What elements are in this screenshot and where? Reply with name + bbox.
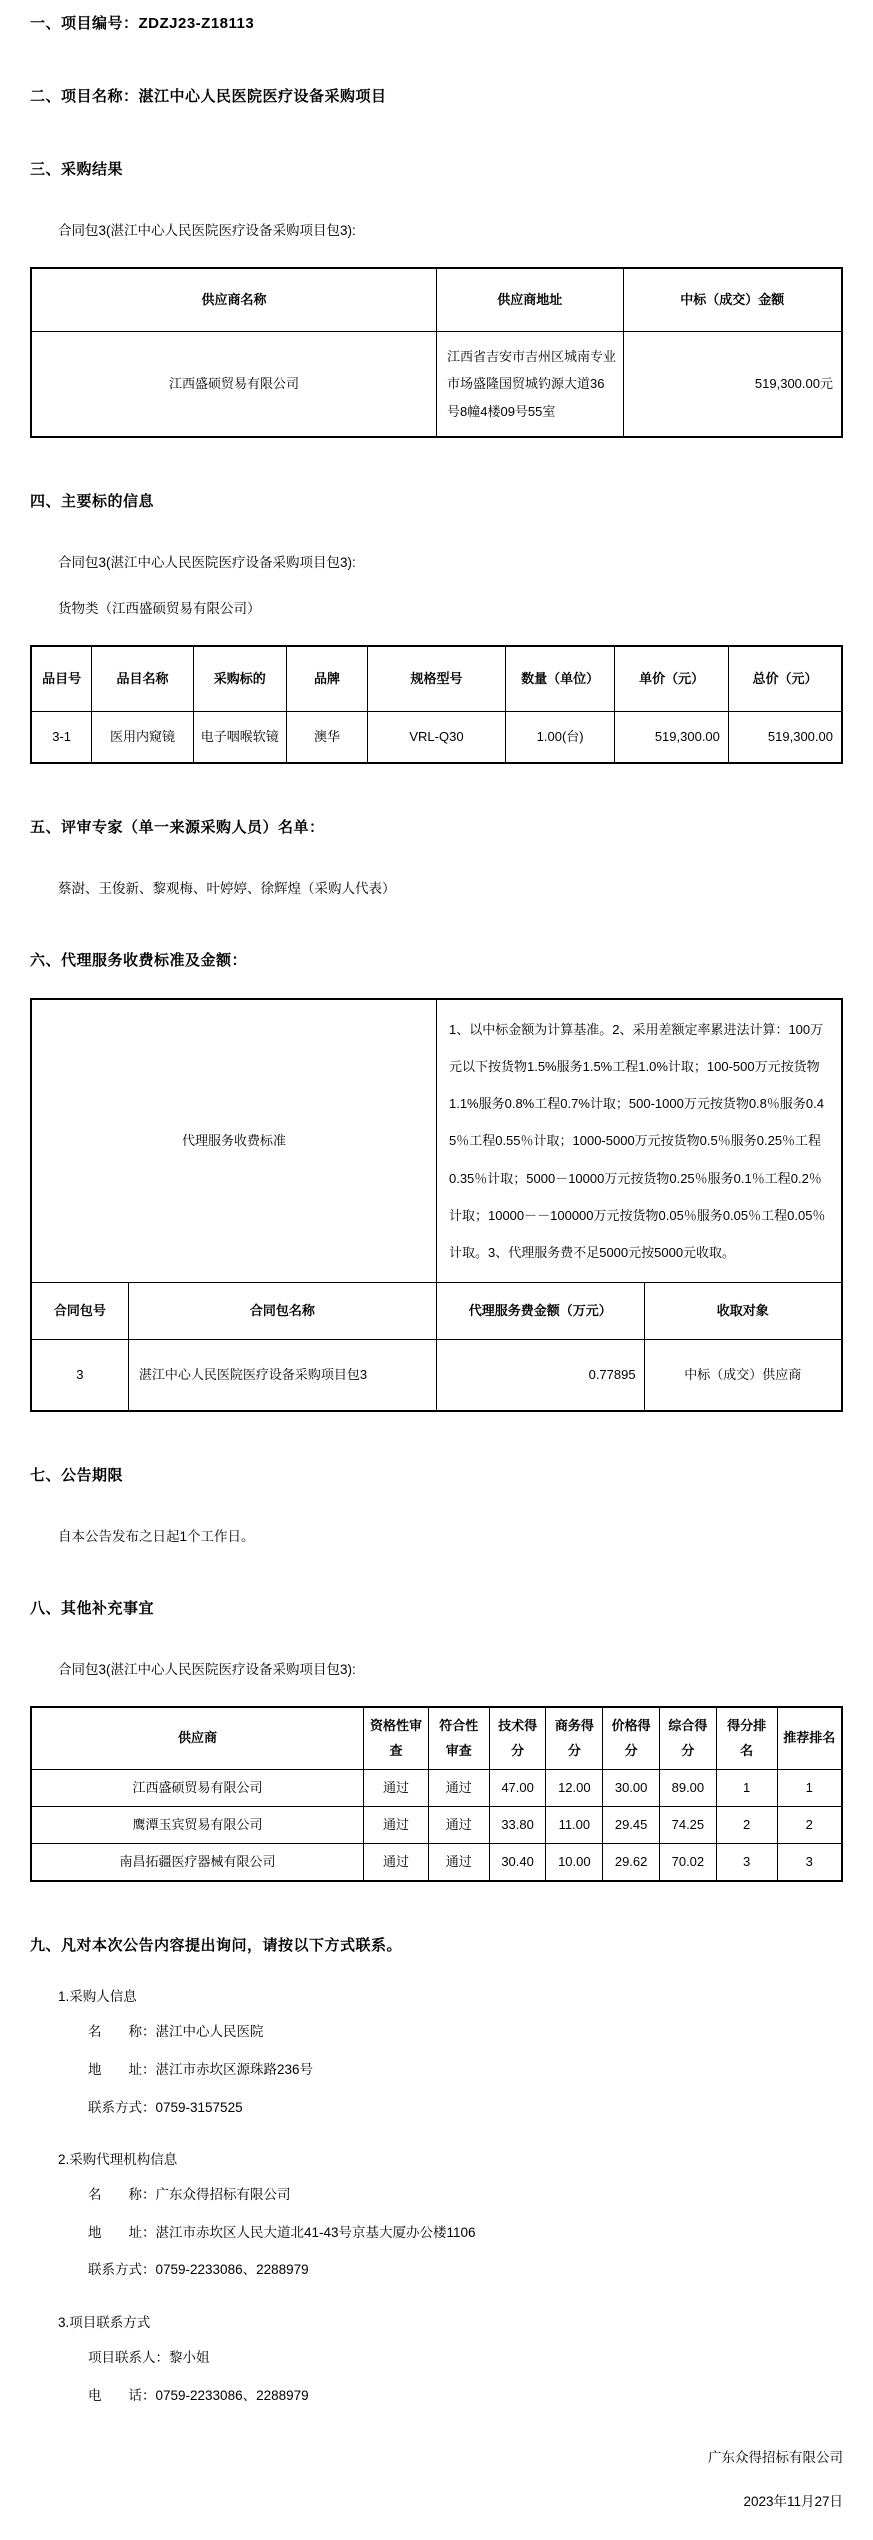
procurement-result-heading: 三、采购结果 <box>30 161 124 178</box>
total-score-cell: 89.00 <box>660 1770 717 1807</box>
supplier-name-cell: 江西盛硕贸易有限公司 <box>31 332 437 438</box>
notice-period-text: 自本公告发布之日起1个工作日。 <box>58 1529 255 1544</box>
column-header: 符合性审查 <box>428 1707 489 1770</box>
tech-score-cell: 30.40 <box>489 1844 546 1882</box>
price-score-cell: 30.00 <box>603 1770 660 1807</box>
procurement-target-cell: 电子咽喉软镜 <box>193 712 286 764</box>
package-name-cell: 湛江中心人民医院医疗设备采购项目包3 <box>128 1340 436 1412</box>
table-row <box>31 712 842 764</box>
supplement-heading: 八、其他补充事宜 <box>30 1600 155 1617</box>
column-header: 合同包名称 <box>128 1283 436 1340</box>
agency-fee-table <box>30 998 843 1412</box>
column-header: 综合得分 <box>660 1707 717 1770</box>
footer-date: 2023年11月27日 <box>743 2494 843 2510</box>
qualification-cell: 通过 <box>364 1807 429 1844</box>
procurement-result-table <box>30 267 843 438</box>
agency-name: 名 称：广东众得招标有限公司 <box>88 2187 291 2203</box>
unit-price-cell: 519,300.00 <box>615 712 729 764</box>
recommend-rank-cell: 1 <box>777 1770 842 1807</box>
purchaser-info-title: 1.采购人信息 <box>58 1989 137 2005</box>
experts-heading: 五、评审专家（单一来源采购人员）名单： <box>30 819 325 836</box>
business-score-cell: 12.00 <box>546 1770 603 1807</box>
qualification-cell: 通过 <box>364 1770 429 1807</box>
purchaser-address: 地 址：湛江市赤坎区源珠路236号 <box>88 2061 314 2077</box>
project-contact-phone: 电 话：0759-2233086、2288979 <box>88 2387 309 2403</box>
project-contact-title: 3.项目联系方式 <box>58 2314 151 2330</box>
tech-score-cell: 47.00 <box>489 1770 546 1807</box>
column-header: 得分排名 <box>716 1707 777 1770</box>
contact-heading: 九、凡对本次公告内容提出询问，请按以下方式联系。 <box>30 1937 403 1955</box>
brand-cell: 澳华 <box>286 712 367 764</box>
announcement-document <box>30 12 843 2510</box>
recommend-rank-cell: 3 <box>777 1844 842 1882</box>
experts-names: 蔡澍、王俊新、黎观梅、叶婷婷、徐辉煌（采购人代表） <box>58 881 396 896</box>
total-score-cell: 74.25 <box>660 1807 717 1844</box>
column-header: 单价（元） <box>615 646 729 712</box>
table-row <box>31 1807 842 1844</box>
project-contact-person: 项目联系人：黎小姐 <box>88 2349 210 2365</box>
table-header-row <box>31 646 842 712</box>
purchaser-name: 名 称：湛江中心人民医院 <box>88 2024 264 2040</box>
column-header: 供应商 <box>31 1707 364 1770</box>
subject-info-table <box>30 645 843 764</box>
column-header: 推荐排名 <box>777 1707 842 1770</box>
column-header: 资格性审查 <box>364 1707 429 1770</box>
procurement-result-intro: 合同包3(湛江中心人民医院医疗设备采购项目包3): <box>58 223 356 238</box>
footer-company: 广东众得招标有限公司 <box>708 2450 843 2466</box>
award-amount-cell: 519,300.00元 <box>623 332 842 438</box>
package-no-cell: 3 <box>31 1340 128 1412</box>
column-header: 品目号 <box>31 646 92 712</box>
recommend-rank-cell: 2 <box>777 1807 842 1844</box>
column-header: 品目名称 <box>92 646 193 712</box>
project-number-heading: 一、项目编号：ZDZJ23-Z18113 <box>30 15 255 32</box>
quantity-cell: 1.00(台) <box>505 712 614 764</box>
score-rank-cell: 3 <box>716 1844 777 1882</box>
column-header: 技术得分 <box>489 1707 546 1770</box>
fee-standard-row <box>31 999 842 1283</box>
agency-fee-heading: 六、代理服务收费标准及金额： <box>30 952 248 969</box>
column-header: 供应商地址 <box>437 268 624 332</box>
table-header-row <box>31 1707 842 1770</box>
qualification-cell: 通过 <box>364 1844 429 1882</box>
price-score-cell: 29.62 <box>603 1844 660 1882</box>
item-no-cell: 3-1 <box>31 712 92 764</box>
table-row <box>31 1844 842 1882</box>
fee-amount-cell: 0.77895 <box>436 1340 644 1412</box>
table-row <box>31 332 842 438</box>
table-row <box>31 1340 842 1412</box>
subject-info-heading: 四、主要标的信息 <box>30 493 155 510</box>
supplier-name-cell: 南昌拓疆医疗器械有限公司 <box>31 1844 364 1882</box>
table-header-row <box>31 1283 842 1340</box>
supplier-name-cell: 江西盛硕贸易有限公司 <box>31 1770 364 1807</box>
supplier-name-cell: 鹰潭玉宾贸易有限公司 <box>31 1807 364 1844</box>
table-row <box>31 1770 842 1807</box>
total-score-cell: 70.02 <box>660 1844 717 1882</box>
score-table <box>30 1706 843 1882</box>
total-price-cell: 519,300.00 <box>728 712 842 764</box>
column-header: 代理服务费金额（万元） <box>436 1283 644 1340</box>
fee-standard-text: 1、以中标金额为计算基准。2、采用差额定率累进法计算：100万元以下按货物1.5%服务1.5%工程1.0%计取；100-500万元按货物1.1%服务0.8%工程0.7%计取；500-1000万元按货物0.8％服务0.45％工程0.55％计取；1000-5000万元按货物0.5％服务0.25％工程0.35％计取；5000－10000万元按货物0.25％服务0.1％工程0.2％计取；10000－－100000万元按货物0.05％服务0.05％工程0.05％计取。3、代理服务费不足5000元按5000元收取。 <box>436 999 842 1283</box>
model-cell: VRL-Q30 <box>368 712 506 764</box>
column-header: 数量（单位） <box>505 646 614 712</box>
conformity-cell: 通过 <box>428 1807 489 1844</box>
purchaser-info-block <box>30 1985 843 2118</box>
column-header: 收取对象 <box>644 1283 842 1340</box>
business-score-cell: 10.00 <box>546 1844 603 1882</box>
item-name-cell: 医用内窥镜 <box>92 712 193 764</box>
agency-address: 地 址：湛江市赤坎区人民大道北41-43号京基大厦办公楼1106 <box>88 2224 476 2240</box>
purchaser-phone: 联系方式：0759-3157525 <box>88 2099 243 2115</box>
subject-info-intro1: 合同包3(湛江中心人民医院医疗设备采购项目包3): <box>58 555 356 570</box>
column-header: 规格型号 <box>368 646 506 712</box>
column-header: 采购标的 <box>193 646 286 712</box>
column-header: 供应商名称 <box>31 268 437 332</box>
fee-payer-cell: 中标（成交）供应商 <box>644 1340 842 1412</box>
tech-score-cell: 33.80 <box>489 1807 546 1844</box>
agency-info-block <box>30 2148 843 2281</box>
supplement-intro: 合同包3(湛江中心人民医院医疗设备采购项目包3): <box>58 1662 356 1677</box>
table-header-row <box>31 268 842 332</box>
conformity-cell: 通过 <box>428 1844 489 1882</box>
project-contact-block <box>30 2311 843 2406</box>
agency-info-title: 2.采购代理机构信息 <box>58 2152 178 2168</box>
business-score-cell: 11.00 <box>546 1807 603 1844</box>
project-name-heading: 二、项目名称：湛江中心人民医院医疗设备采购项目 <box>30 88 387 105</box>
column-header: 商务得分 <box>546 1707 603 1770</box>
column-header: 总价（元） <box>728 646 842 712</box>
notice-period-heading: 七、公告期限 <box>30 1467 124 1484</box>
column-header: 品牌 <box>286 646 367 712</box>
price-score-cell: 29.45 <box>603 1807 660 1844</box>
column-header: 合同包号 <box>31 1283 128 1340</box>
column-header: 价格得分 <box>603 1707 660 1770</box>
fee-standard-label: 代理服务收费标准 <box>31 999 436 1283</box>
conformity-cell: 通过 <box>428 1770 489 1807</box>
score-rank-cell: 2 <box>716 1807 777 1844</box>
subject-info-intro2: 货物类（江西盛硕贸易有限公司） <box>58 601 261 616</box>
supplier-address-cell: 江西省吉安市吉州区城南专业市场盛隆国贸城钓源大道36号8幢4楼09号55室 <box>437 332 624 438</box>
column-header: 中标（成交）金额 <box>623 268 842 332</box>
agency-phone: 联系方式：0759-2233086、2288979 <box>88 2262 309 2278</box>
score-rank-cell: 1 <box>716 1770 777 1807</box>
